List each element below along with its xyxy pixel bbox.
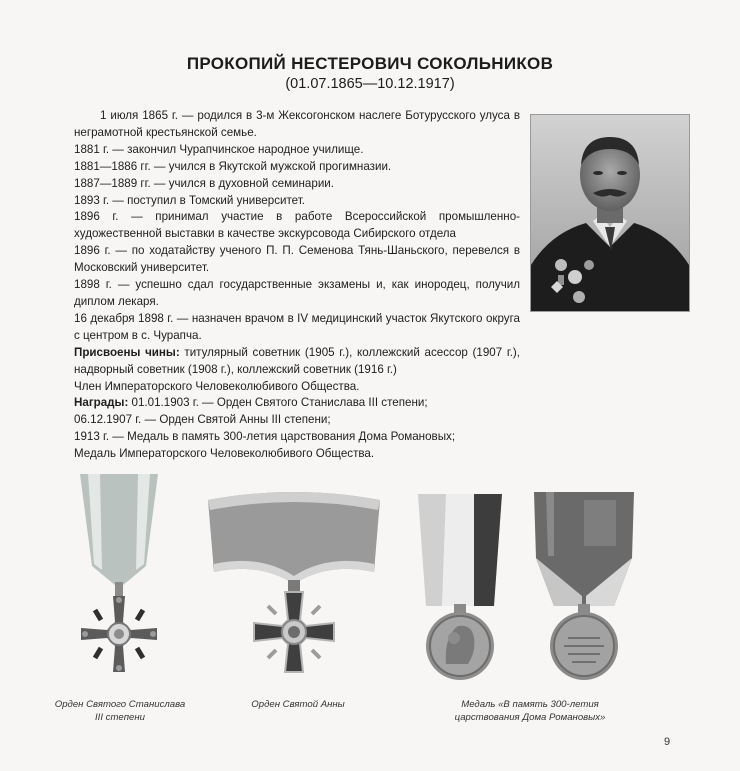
bio-ranks [74,345,520,379]
ranks-label: Присвоены чины: [74,345,180,359]
bio-member: Член Императорского Человеколюбивого Общества. [74,379,360,393]
anna-order-image [208,492,380,688]
life-dates: (01.07.1865—10.12.1917) [285,76,455,92]
caption-stanislav-line-1: Орден Святого Станислава [54,699,186,710]
bio-awards [74,395,520,412]
awards-line-4: Медаль Императорского Человеколюбивого Общества. [74,447,375,461]
bio-line-1898-doctor: 16 декабря 1898 г. — назначен врачом в IV медицинский участок Якутского округа с центром в с. Чурапча. [74,311,520,342]
portrait-image [531,115,689,311]
bio-line-1887-1889: 1887—1889 гг. — учился в духовной семинарии. [74,176,334,190]
caption-romanov-line-1: Медаль «В память 300-летия [461,699,599,710]
bio-line-birth: 1 июля 1865 г. — родился в 3-м Жексогонском наслеге Ботурусского улуса в неграмотной крестьянской семье. [74,109,520,139]
romanov-medal-obverse-image [402,486,518,686]
caption-anna: Орден Святой Анны [251,699,345,710]
caption-romanov-medal [430,698,630,724]
bio-line-1893: 1893 г. — поступил в Томский университет. [74,193,305,207]
stanislav-order-image [60,474,178,684]
page-number: 9 [664,736,671,748]
awards-line-1: 01.01.1903 г. — Орден Святого Станислава III степени; [128,396,428,410]
page-title: ПРОКОПИЙ НЕСТЕРОВИЧ СОКОЛЬНИКОВ [186,54,554,73]
bio-line-1881-1886: 1881—1886 гг. — учился в Якутской мужской прогимназии. [74,159,392,173]
caption-stanislav-line-2: III степени [94,712,146,723]
awards-label: Награды: [74,396,129,410]
biography-text [74,108,520,463]
ranks-text: титулярный советник (1905 г.), коллежский асессор (1907 г.), надворный советник (1908 г.), коллежский советник (1916 г.) [74,345,520,376]
awards-line-3: 1913 г. — Медаль в память 300-летия царствования Дома Романовых; [74,430,456,444]
caption-stanislav [36,698,204,724]
caption-romanov-line-2: царствования Дома Романовых» [454,712,606,723]
romanov-medal-reverse-image [524,486,644,686]
bio-line-1881: 1881 г. — закончил Чурапчинское народное училище. [74,142,364,156]
bio-line-1898-exams: 1898 г. — успешно сдал государственные экзамены и, как инородец, получил диплом лекаря. [74,278,520,308]
bio-line-1896-exhibition: 1896 г. — принимал участие в работе Всероссийской промышленно-художественной выставки в качестве экскурсовода Сибирского отдела [74,210,520,241]
portrait-photo [530,114,690,312]
awards-line-2: 06.12.1907 г. — Орден Святой Анны III степени; [74,413,331,427]
bio-line-1896-transfer: 1896 г. — по ходатайству ученого П. П. Семенова Тянь-Шаньского, перевелся в Московский университет. [74,244,520,275]
